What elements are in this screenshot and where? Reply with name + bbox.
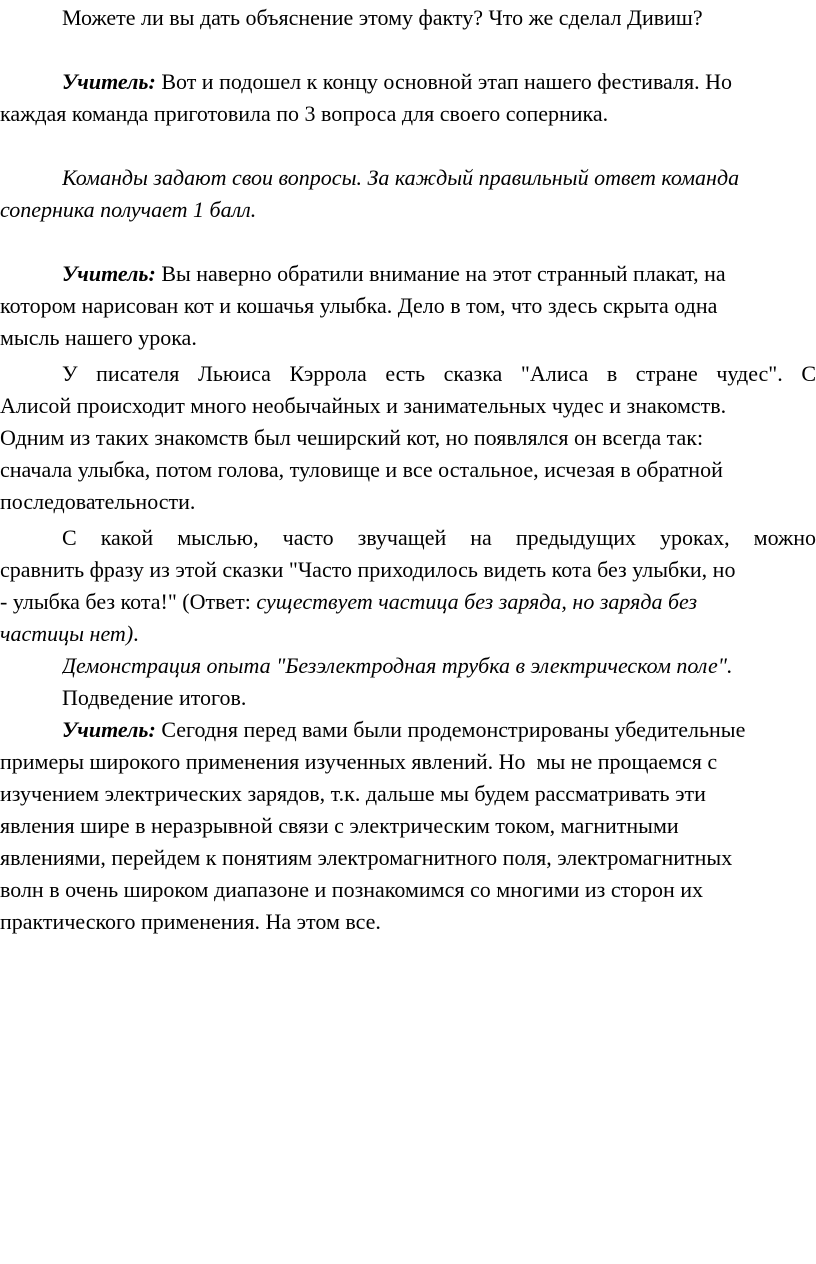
text-run: . [133,621,139,646]
text-run: Вот и подошел к концу основной этап нашего фестиваля. Но [155,69,732,94]
text-line: Подведение итогов. [62,685,247,710]
text-line: Алисой происходит много необычайных и занимательных чудес и знакомств. [0,393,727,418]
answer-text: частицы нет) [0,621,134,646]
text-line: примеры широкого применения изученных явлений. Но мы не прощаемся с [0,749,718,774]
text-line [62,258,816,290]
text-run: Можете ли вы дать объяснение этому факту? Что же сделал Дивиш? [62,5,703,30]
text-line: изучением электрических зарядов, т.к. дальше мы будем рассматривать эти [0,781,706,806]
stage-direction: Демонстрация опыта "Безэлектродная трубка в электрическом поле". [62,653,733,678]
text-line: сначала улыбка, потом голова, туловище и все остальное, исчезая в обратной [0,457,723,482]
text-line: практического применения. На этом все. [0,909,381,934]
text-line: явления шире в неразрывной связи с электрическим током, магнитными [0,813,679,838]
text-line: У писателя Льюиса Кэррола есть сказка "Алиса в стране чудес". С [62,361,816,386]
text-line: последовательности. [0,489,196,514]
text-run: Сегодня перед вами были продемонстрированы убедительные [155,717,746,742]
stage-direction: Команды задают свои вопросы. За каждый правильный ответ команда [62,165,740,190]
text-line: явлениями, перейдем к понятиям электромагнитного поля, электромагнитных [0,845,733,870]
text-run: - улыбка без кота!" (Ответ: [0,589,257,614]
text-line: котором нарисован кот и кошачья улыбка. Дело в том, что здесь скрыта одна [0,293,718,318]
speaker-label: Учитель: [62,69,156,94]
text-line: мысль нашего урока. [0,325,197,350]
text-line: С какой мыслью, часто звучащей на предыдущих уроках, можно [62,525,816,550]
answer-text: существует частица без заряда, но заряда без [256,589,698,614]
text-line [0,618,816,650]
text-line [62,2,816,34]
text-line [62,714,816,746]
text-line [62,66,816,98]
text-run: Вы наверно обратили внимание на этот странный плакат, на [155,261,726,286]
speaker-label: Учитель: [62,717,156,742]
speaker-label: Учитель: [62,261,156,286]
text-line: волн в очень широком диапазоне и познакомимся со многими из сторон их [0,877,704,902]
text-line [0,586,816,618]
text-line: каждая команда приготовила по 3 вопроса для своего соперника. [0,101,609,126]
text-line: сравнить фразу из этой сказки "Часто приходилось видеть кота без улыбки, но [0,557,736,582]
text-line: Одним из таких знакомств был чеширский кот, но появлялся он всегда так: [0,425,704,450]
stage-direction: соперника получает 1 балл. [0,197,257,222]
